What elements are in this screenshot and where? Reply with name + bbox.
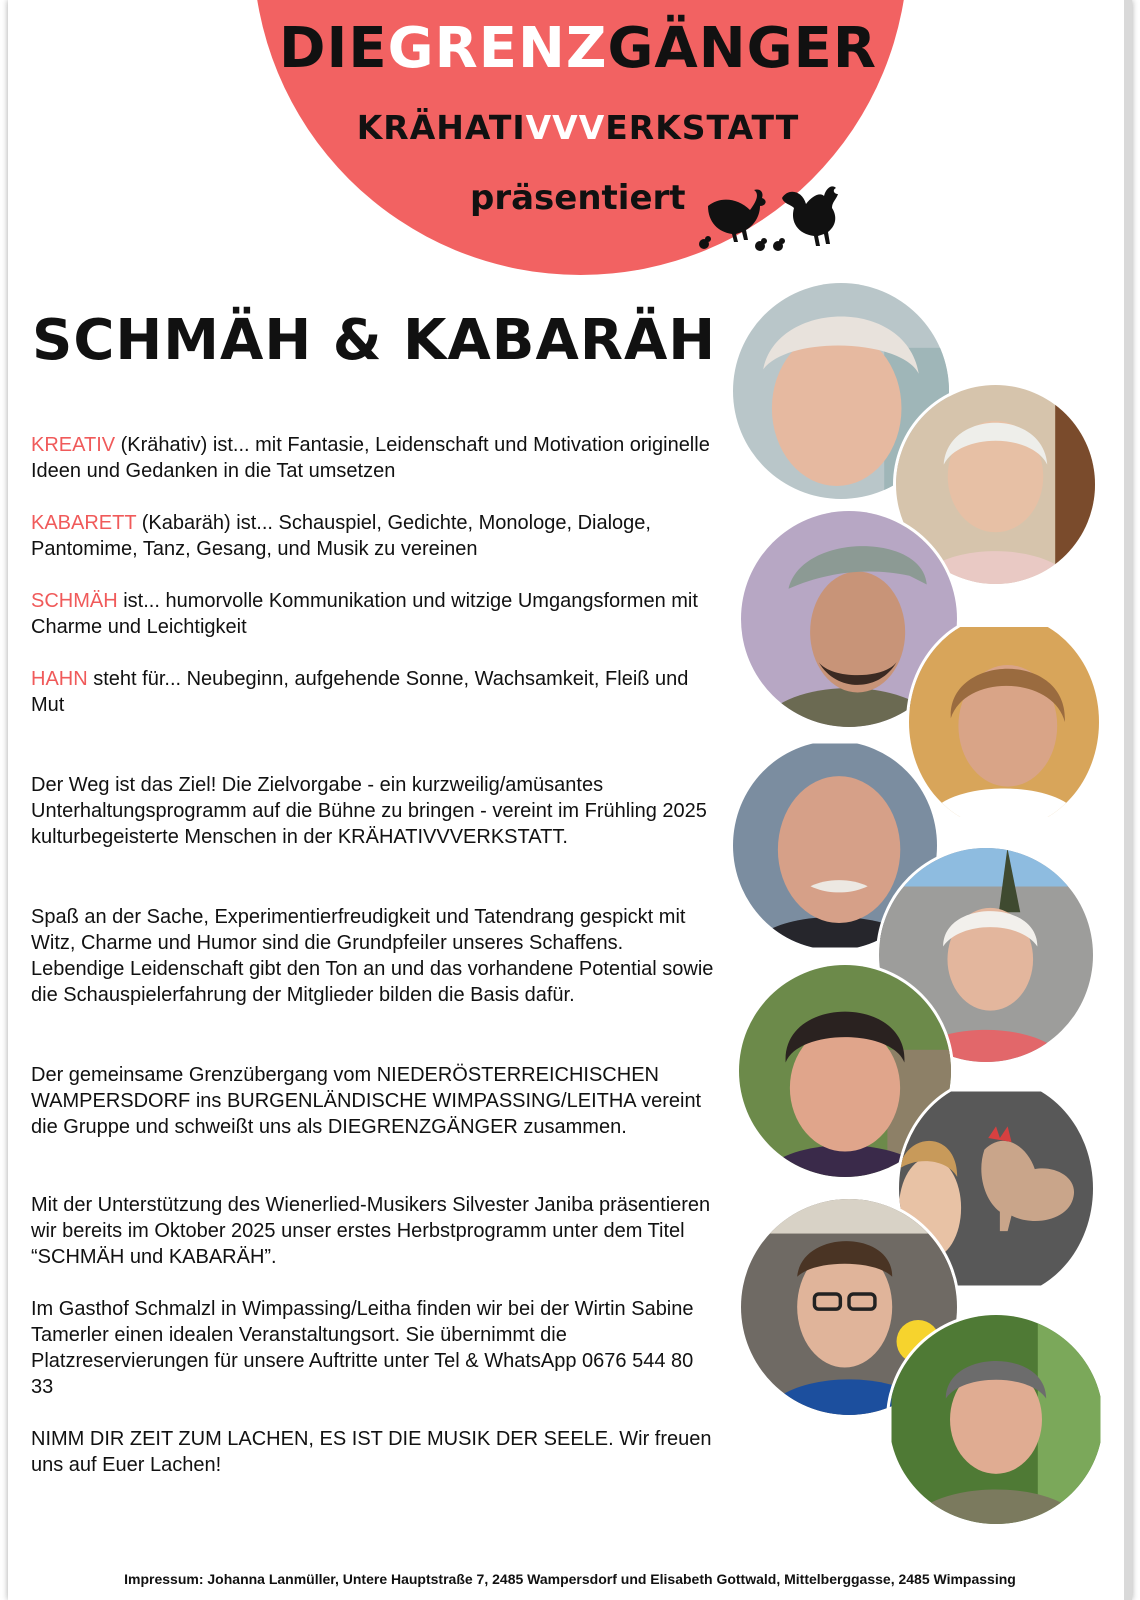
paragraph-goal: Der Weg ist das Ziel! Die Zielvorgabe - ein kurzweilig/amüsantes Unterhaltungsprogramm auf die Bühne zu bringen - vereint im Frühling 2025 kulturbegeisterte Menschen in der KRÄHATIVVVERKSTATT. xyxy=(31,774,707,848)
definition-schmaeh: SCHMÄH ist... humorvolle Kommunikation und witzige Umgangsformen mit Charme und Leichtigkeit xyxy=(31,590,698,638)
definition-hahn: HAHN steht für... Neubeginn, aufgehende Sonne, Wachsamkeit, Fleiß und Mut xyxy=(31,668,689,716)
member-photo xyxy=(906,612,1102,832)
paragraph-closing: NIMM DIR ZEIT ZUM LACHEN, ES IST DIE MUSIK DER SEELE. Wir freuen uns auf Euer Lachen! xyxy=(31,1428,712,1476)
paragraph-support: Mit der Unterstützung des Wienerlied-Musikers Silvester Janiba präsentieren wir bereits im Oktober 2025 unser erstes Herbstprogramm unter dem Titel “SCHMÄH und KABARÄH”. xyxy=(31,1194,711,1268)
paragraph-fun: Spaß an der Sache, Experimentierfreudigkeit und Tatendrang gespickt mit Witz, Charme und Humor sind die Grundpfeiler unseres Schaffens. Lebendige Leidenschaft gibt den Ton an und das vorhandene Potential sowie die Schauspielerfahrung der Mitglieder bilden die Basis dafür. xyxy=(31,906,714,1006)
hen-icon xyxy=(708,189,766,242)
brand-title: DIEGRENZGÄNGER xyxy=(279,16,877,81)
paragraph-venue: Im Gasthof Schmalzl in Wimpassing/Leitha finden wir bei der Wirtin Sabine Tamerler einen idealen Veranstaltungsort. Sie übernimmt die Platzreservierungen für unsere Auftritte unter Tel & WhatsApp 0676 544 80 33 xyxy=(31,1298,694,1398)
paragraph-border: Der gemeinsame Grenzübergang vom NIEDERÖSTERREICHISCHEN WAMPERSDORF ins BURGENLÄNDISCHE WIMPASSING/LEITHA vereint die Gruppe und schweißt uns als DIEGRENZGÄNGER zusammen. xyxy=(31,1064,702,1138)
chicken-family-icons xyxy=(698,178,858,258)
member-photo xyxy=(886,1312,1106,1527)
chick-icon xyxy=(699,236,785,251)
definition-kabarett: KABARETT (Kabaräh) ist... Schauspiel, Gedichte, Monologe, Dialoge, Pantomime, Tanz, Gesang, und Musik zu vereinen xyxy=(31,512,651,560)
definition-kreativ: KREATIV (Krähativ) ist... mit Fantasie, Leidenschaft und Motivation originelle Ideen und Gedanken in die Tat umsetzen xyxy=(31,434,710,482)
workshop-name: KRÄHATIVVVERKSTATT xyxy=(356,108,800,147)
flyer-page xyxy=(8,0,1132,1600)
page-edge xyxy=(1124,0,1132,1600)
rooster-icon xyxy=(782,186,838,246)
impressum: Impressum: Johanna Lanmüller, Untere Hauptstraße 7, 2485 Wampersdorf und Elisabeth Gottwald, Mittelberggasse, 2485 Wimpassing xyxy=(124,1571,1016,1587)
presents-label: präsentiert xyxy=(470,178,686,218)
event-title: SCHMÄH & KABARÄH xyxy=(32,308,717,373)
